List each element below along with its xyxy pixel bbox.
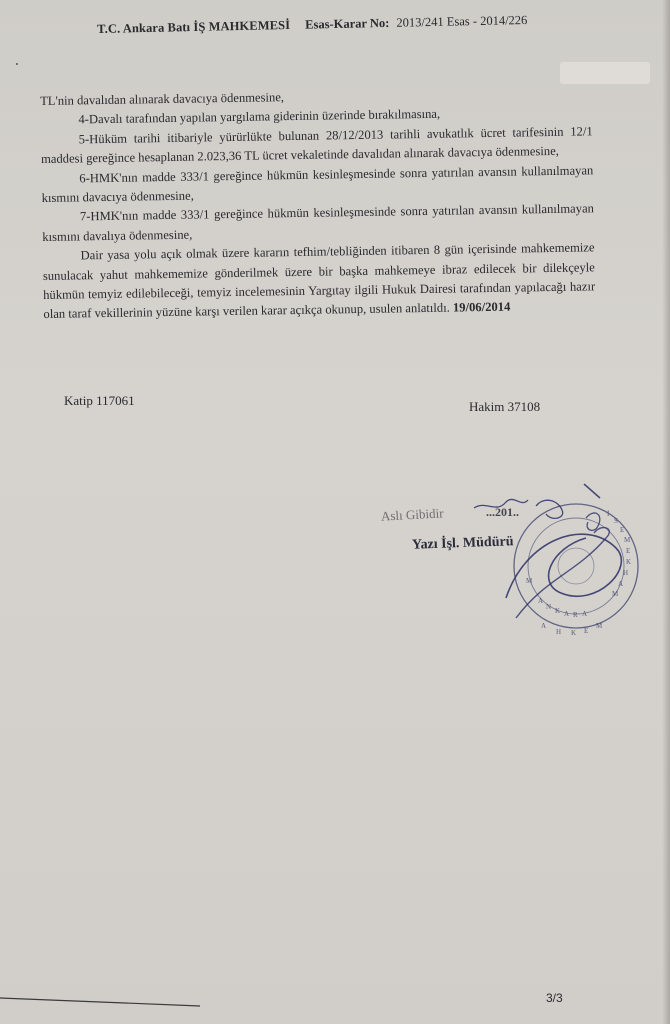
svg-text:ANK ARA MAH: AN K A R A MAH KEM ESİ MAH K EM bbox=[526, 510, 632, 637]
katip-signature: Katip 117061 bbox=[64, 393, 135, 408]
closing-text: Dair yasa yolu açık olmak üzere kararın tefhim/tebliğinden itibaren 8 gün içerisinde mahkememize sunulacak yahut mahkememize gönderilmek üzere bir başka mahkemeye ibraz edilecek bir dilekçeyle hükmün temyiz edilebileceği, temyiz incelemesinin Yargıtay ilgili Hukuk Dairesi tarafından yapılacağı hazır olan taraf vekillerinin yüzüne karşı verilen karar açıkça okunup, usulen anlatıldı. bbox=[42, 240, 596, 322]
closing-date: 19/06/2014 bbox=[452, 300, 511, 316]
svg-text:...201..: ...201.. bbox=[486, 505, 519, 519]
esas-karar-label: Esas-Karar No: bbox=[305, 15, 390, 32]
paragraph-item-7: 7-HMK'nın madde 333/1 gereğince hükmün kesinleşmesinde sonra yatırılan avansın kullanılmayan kısmını davalıya ödenmesine, bbox=[42, 201, 595, 244]
court-name: T.C. Ankara Batı İŞ MAHKEMESİ bbox=[97, 17, 291, 36]
esas-karar-value: 2013/241 Esas - 2014/226 bbox=[396, 12, 528, 30]
paragraph-item-6: 6-HMK'nın madde 333/1 gereğince hükmün kesinleşmesinde sonra yatırılan avansın kullanılmayan kısmını davacıya ödenmesine, bbox=[41, 162, 594, 206]
bottom-rule bbox=[0, 994, 200, 1008]
corner-smudge bbox=[560, 62, 650, 84]
paragraph-item-4: 4-Davalı tarafından yapılan yargılama giderinin üzerinde bırakılmasına, bbox=[78, 107, 441, 127]
court-seal-icon bbox=[466, 478, 666, 648]
verdict-body bbox=[40, 83, 596, 325]
margin-dot bbox=[16, 63, 18, 65]
paragraph-closing bbox=[42, 239, 595, 325]
paragraph-tl: TL'nin davalıdan alınarak davacıya ödenmesine, bbox=[40, 90, 285, 108]
yazi-isleri-stamp: Yazı İşl. Müdürü bbox=[411, 534, 514, 553]
document-header bbox=[97, 12, 577, 37]
hakim-signature: Hakim 37108 bbox=[469, 399, 541, 414]
asli-gibidir-stamp: Aslı Gibidir bbox=[380, 505, 444, 524]
page-number: 3/3 bbox=[546, 991, 563, 1005]
paragraph-item-5: 5-Hüküm tarihi itibariyle yürürlükte bulunan 28/12/2013 tarihli avukatlık ücret tarifesinin 12/1 maddesi gereğince hesaplanan 2.023,36 TL ücret vekaletinde davalıdan alınarak davacıya ödenmesine, bbox=[40, 124, 593, 167]
